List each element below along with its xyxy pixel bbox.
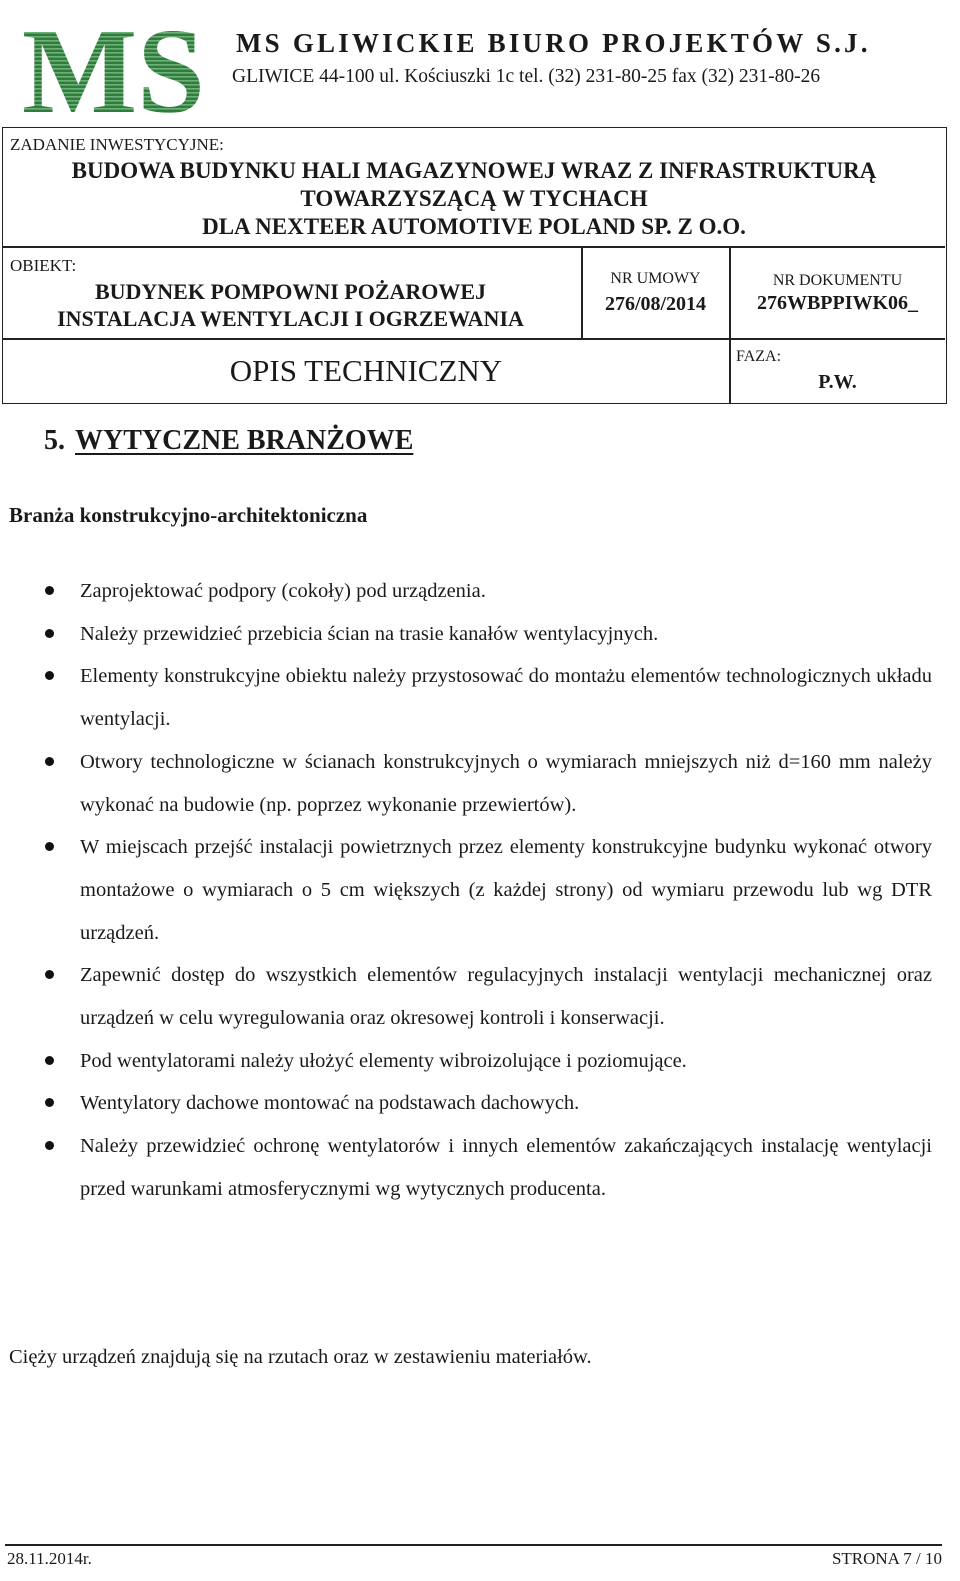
- bullet-icon: [45, 842, 54, 851]
- page-number: STRONA 7 / 10: [831, 1549, 942, 1568]
- list-item-text: Zapewnić dostęp do wszystkich elementów regulacyjnych instalacji wentylacji mechanicznej oraz urządzeń w celu wyregulowania oraz okresowej kontroli i konserwacji.: [80, 964, 932, 1030]
- task-label: ZADANIE INWESTYCYJNE:: [10, 135, 224, 154]
- task-title-line: TOWARZYSZĄCĄ W TYCHACH: [300, 186, 648, 211]
- object-title-line: BUDYNEK POMPOWNI POŻAROWEJ: [94, 279, 487, 304]
- task-title-line: DLA NEXTEER AUTOMOTIVE POLAND SP. Z O.O.: [202, 214, 746, 239]
- title-block: [2, 127, 947, 404]
- list-item: [0, 1125, 932, 1210]
- bullet-icon: [45, 1141, 54, 1150]
- bullet-icon: [45, 1056, 54, 1065]
- phase-label: FAZA:: [736, 348, 782, 365]
- bullet-icon: [45, 671, 54, 680]
- company-name: MS GLIWICKIE BIURO PROJEKTÓW S.J.: [236, 28, 871, 58]
- list-item: [0, 1040, 932, 1083]
- section-title: WYTYCZNE BRANŻOWE: [75, 425, 414, 456]
- company-logo: [22, 4, 205, 139]
- list-item: [0, 954, 932, 1039]
- list-item: [0, 826, 932, 954]
- document-number-label: NR DOKUMENTU: [772, 272, 903, 289]
- contract-number-value: 276/08/2014: [604, 293, 707, 315]
- list-item-text: Wentylatory dachowe montować na podstawach dachowych.: [80, 1092, 580, 1115]
- guidelines-list: [0, 570, 960, 1211]
- section-number: 5.: [44, 425, 65, 456]
- bullet-icon: [45, 1098, 54, 1107]
- phase-value: P.W.: [818, 371, 857, 393]
- list-item: [0, 741, 932, 826]
- bullet-icon: [45, 629, 54, 638]
- list-item-text: Należy przewidzieć przebicia ścian na trasie kanałów wentylacyjnych.: [80, 622, 659, 645]
- list-item-text: Należy przewidzieć ochronę wentylatorów i innych elementów zakańczających instalację wentylacji przed warunkami atmosferycznymi wg wytycznych producenta.: [80, 1135, 932, 1200]
- bullet-icon: [45, 757, 54, 766]
- closing-note: Cięży urządzeń znajdują się na rzutach oraz w zestawieniu materiałów.: [9, 1346, 592, 1368]
- task-title-line: BUDOWA BUDYNKU HALI MAGAZYNOWEJ WRAZ Z INFRASTRUKTURĄ: [71, 158, 877, 183]
- footer-divider: [5, 1544, 942, 1546]
- list-item-text: Otwory technologiczne w ścianach konstrukcyjnych o wymiarach mniejszych niż d=160 mm należy wykonać na budowie (np. poprzez wykonanie przewiertów).: [80, 750, 932, 816]
- company-address: GLIWICE 44-100 ul. Kościuszki 1c tel. (32) 231-80-25 fax (32) 231-80-26: [232, 66, 821, 87]
- object-title-line: INSTALACJA WENTYLACJI I OGRZEWANIA: [57, 306, 524, 331]
- list-item: [0, 570, 932, 613]
- contract-number-label: NR UMOWY: [610, 270, 701, 287]
- bullet-icon: [45, 970, 54, 979]
- list-item: [0, 1082, 932, 1125]
- footer-date: 28.11.2014r.: [7, 1549, 92, 1568]
- list-item-text: Elementy konstrukcyjne obiektu należy przystosować do montażu elementów technologicznych układu wentylacji.: [80, 665, 932, 731]
- bullet-icon: [45, 586, 54, 595]
- list-item-text: W miejscach przejść instalacji powietrznych przez elementy konstrukcyjne budynku wykonać otwory montażowe o wymiarach o 5 cm większych (z każdej strony) od wymiaru przewodu lub wg DTR urządzeń.: [80, 836, 932, 944]
- svg-text:MS: MS: [22, 4, 205, 139]
- list-item-text: Pod wentylatorami należy ułożyć elementy wibroizolujące i poziomujące.: [80, 1049, 687, 1072]
- document-number-value: 276WBPPIWK06_: [756, 292, 919, 314]
- list-item: [0, 655, 932, 740]
- list-item: [0, 613, 932, 656]
- object-label: OBIEKT:: [10, 256, 77, 275]
- divider: [3, 246, 945, 248]
- divider: [3, 338, 945, 340]
- section-subheading: Branża konstrukcyjno-architektoniczna: [9, 503, 368, 527]
- list-item-text: Zaprojektować podpory (cokoły) pod urządzenia.: [80, 580, 486, 602]
- section-heading: [44, 425, 413, 457]
- document-description: OPIS TECHNICZNY: [229, 353, 503, 388]
